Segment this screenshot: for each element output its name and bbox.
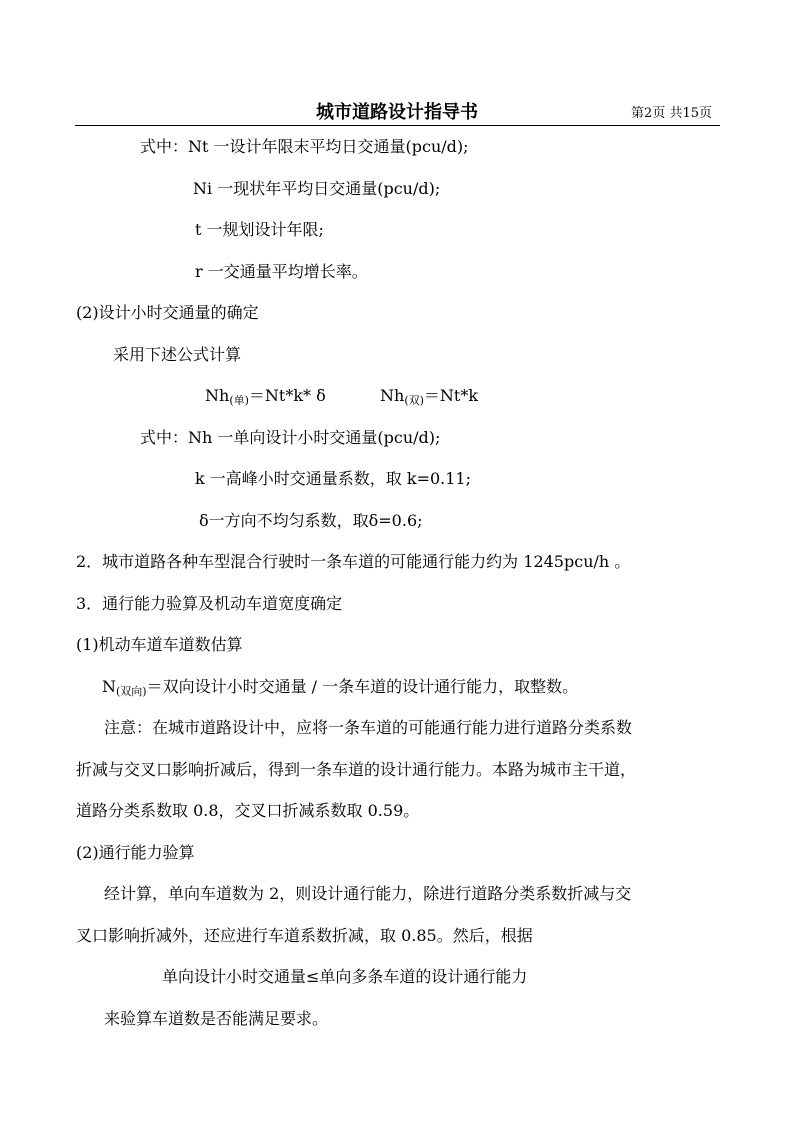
text-line: k 一高峰小时交通量系数，取 k=0.11; — [195, 469, 471, 488]
formula-expression: ＝Nt*k — [423, 386, 479, 405]
text-line: t 一规划设计年限; — [195, 220, 324, 239]
formula-expression: ＝Nt*k* δ — [248, 386, 326, 405]
formula-lane-count — [102, 677, 578, 702]
page-header-title: 城市道路设计指导书 — [316, 102, 478, 123]
text-line: 式中：Nh 一单向设计小时交通量(pcu/d); — [140, 428, 441, 447]
section-heading: (2)通行能力验算 — [76, 843, 195, 862]
formula-symbol: Nh — [380, 386, 405, 405]
section-heading: 3．通行能力验算及机动车道宽度确定 — [76, 594, 343, 613]
text-line: δ一方向不均匀系数，取δ=0.6; — [199, 511, 423, 530]
text-line: 2．城市道路各种车型混合行驶时一条车道的可能通行能力约为 1245pcu/h 。 — [76, 552, 631, 571]
formula-symbol: N — [102, 677, 116, 696]
section-heading: (1)机动车道车道数估算 — [76, 635, 243, 654]
page-number-info: 第2页 共15页 — [631, 106, 712, 121]
paragraph-line: 折减与交叉口影响折减后，得到一条车道的设计通行能力。本路为城市主干道， — [76, 760, 637, 779]
text-line: 采用下述公式计算 — [113, 345, 242, 364]
formula-subscript: (双) — [404, 394, 424, 407]
header-divider — [75, 125, 720, 126]
formula-expression: ＝双向设计小时交通量 / 一条车道的设计通行能力，取整数。 — [146, 677, 579, 696]
formula-condition: 单向设计小时交通量≤单向多条车道的设计通行能力 — [162, 967, 528, 986]
paragraph-line: 道路分类系数取 0.8，交叉口折减系数取 0.59。 — [76, 801, 420, 820]
paragraph-line: 注意：在城市道路设计中，应将一条车道的可能通行能力进行道路分类系数 — [104, 718, 633, 737]
formula-subscript: (双向) — [116, 685, 147, 698]
text-line: 式中：Nt 一设计年限末平均日交通量(pcu/d); — [140, 137, 469, 156]
formula-double — [380, 386, 478, 411]
formula-symbol: Nh — [205, 386, 230, 405]
text-line: r 一交通量平均增长率。 — [195, 262, 368, 281]
paragraph-line: 叉口影响折减外，还应进行车道系数折减，取 0.85。然后，根据 — [76, 926, 533, 945]
paragraph-line: 经计算，单向车道数为 2，则设计通行能力，除进行道路分类系数折减与交 — [104, 884, 632, 903]
text-line: Ni 一现状年平均日交通量(pcu/d); — [193, 179, 441, 198]
paragraph-line: 来验算车道数是否能满足要求。 — [104, 1009, 329, 1028]
formula-subscript: (单) — [229, 394, 249, 407]
formula-single — [205, 386, 326, 411]
section-heading: (2)设计小时交通量的确定 — [76, 303, 259, 322]
